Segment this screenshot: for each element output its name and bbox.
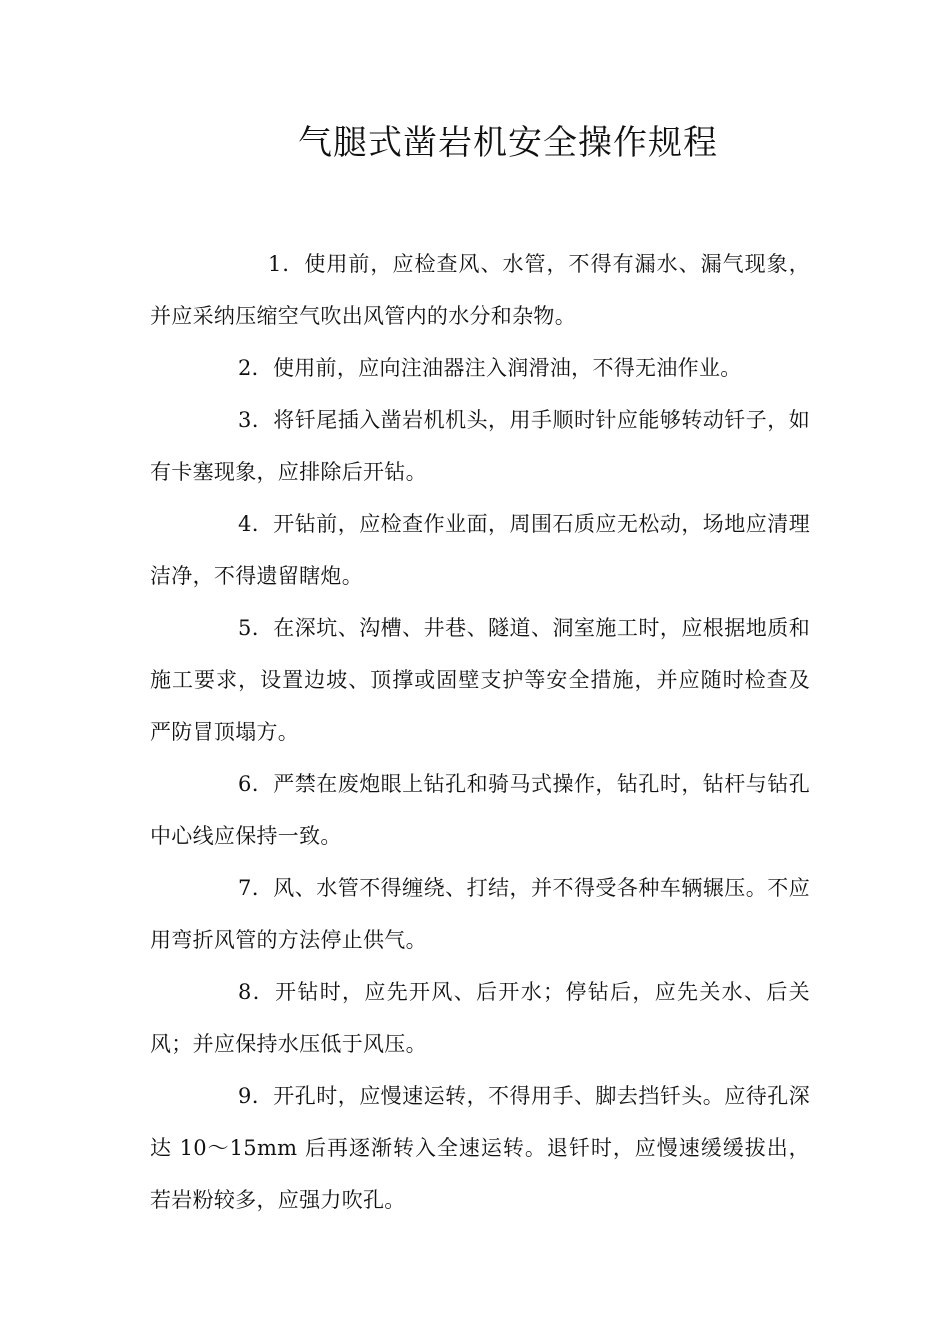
document-title: 气腿式凿岩机安全操作规程: [298, 123, 718, 163]
document-body: [150, 238, 810, 1226]
paragraph-3: 3．将钎尾插入凿岩机机头，用手顺时针应能够转动钎子，如有卡塞现象，应排除后开钻。: [150, 408, 810, 484]
paragraph-8: 8．开钻时，应先开风、后开水；停钻后，应先关水、后关风；并应保持水压低于风压。: [150, 980, 810, 1056]
paragraph-1: 1．使用前，应检查风、水管，不得有漏水、漏气现象，并应采纳压缩空气吹出风管内的水分和杂物。: [150, 252, 810, 328]
paragraph-4: 4．开钻前，应检查作业面，周围石质应无松动，场地应清理洁净，不得遗留瞎炮。: [150, 512, 810, 588]
paragraph-6: 6．严禁在废炮眼上钻孔和骑马式操作，钻孔时，钻杆与钻孔中心线应保持一致。: [150, 772, 810, 848]
paragraph-9: 9．开孔时，应慢速运转，不得用手、脚去挡钎头。应待孔深达 10～15mm 后再逐渐转入全速运转。退钎时，应慢速缓缓拔出，若岩粉较多，应强力吹孔。: [150, 1084, 810, 1212]
paragraph-2: 2．使用前，应向注油器注入润滑油，不得无油作业。: [238, 356, 742, 380]
paragraph-7: 7．风、水管不得缠绕、打结，并不得受各种车辆辗压。不应用弯折风管的方法停止供气。: [150, 876, 810, 952]
paragraph-5: 5．在深坑、沟槽、井巷、隧道、洞室施工时，应根据地质和施工要求，设置边坡、顶撑或固壁支护等安全措施，并应随时检查及严防冒顶塌方。: [150, 616, 810, 744]
